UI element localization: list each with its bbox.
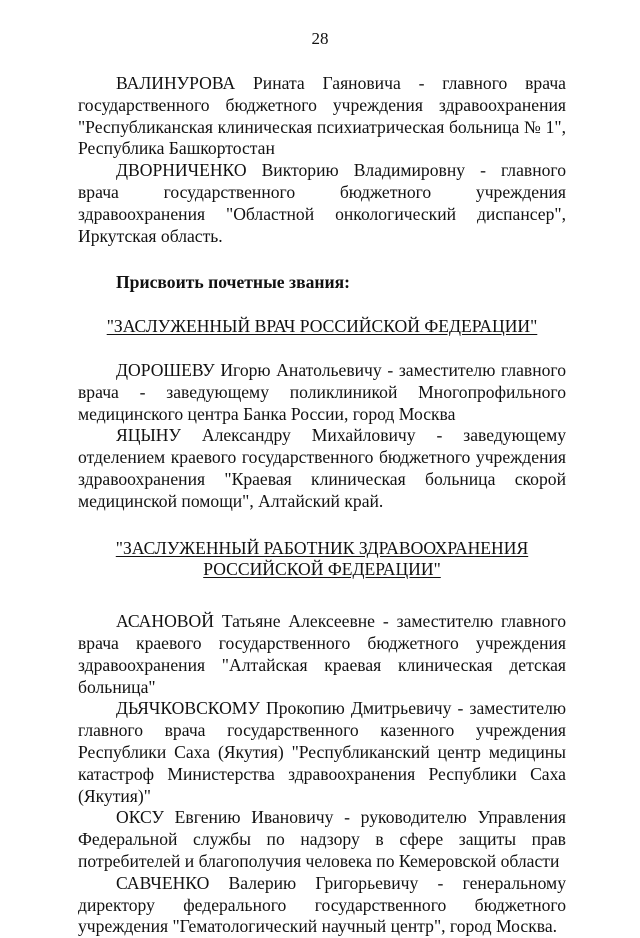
honored-health-worker-title-line1: "ЗАСЛУЖЕННЫЙ РАБОТНИК ЗДРАВООХРАНЕНИЯ: [115, 537, 529, 558]
award-entry-dyachkovsky: ДЬЯЧКОВСКОМУ Прокопию Дмитрьевичу - заместителю главного врача государственного казенного учреждения Республики Саха (Якутия) "Республиканский центр медицины катастроф Министерства здравоохранения Республики Саха (Якутия)": [78, 698, 566, 806]
award-entry-dvornichenko: ДВОРНИЧЕНКО Викторию Владимировну - главного врача государственного бюджетного учреждения здравоохранения "Областной онкологический диспансер", Иркутская область.: [78, 160, 566, 246]
award-entry-doroshev: ДОРОШЕВУ Игорю Анатольевичу - заместителю главного врача - заведующему поликлиникой Многопрофильного медицинского центра Банка России, город Москва: [78, 359, 566, 424]
award-entry-oksa: ОКСУ Евгению Ивановичу - руководителю Управления Федеральной службы по надзору в сфере защиты прав потребителей и благополучия человека по Кемеровской области: [78, 807, 566, 871]
page-number: 28: [311, 29, 329, 48]
honored-health-worker-title-line2: РОССИЙСКОЙ ФЕДЕРАЦИИ": [203, 559, 441, 580]
award-entry-asanova: АСАНОВОЙ Татьяне Алексеевне - заместителю главного врача краевого государственного бюджетного учреждения здравоохранения "Алтайская краевая клиническая детская больница": [78, 611, 566, 697]
award-entry-savchenko: САВЧЕНКО Валерию Григорьевичу - генеральному директору федерального государственного бюджетного учреждения "Гематологический научный центр", город Москва.: [78, 872, 566, 937]
honored-doctor-title: "ЗАСЛУЖЕННЫЙ ВРАЧ РОССИЙСКОЙ ФЕДЕРАЦИИ": [106, 316, 538, 337]
award-entry-valinurov: ВАЛИНУРОВА Рината Гаяновича - главного врача государственного бюджетного учреждения здравоохранения "Республиканская клиническая психиатрическая больница № 1", Республика Башкортостан: [78, 73, 566, 159]
award-entry-yatsyna: ЯЦЫНУ Александру Михайловичу - заведующему отделением краевого государственного бюджетного учреждения здравоохранения "Краевая клиническая больница скорой медицинской помощи", Алтайский край.: [78, 425, 566, 511]
honored-health-worker-title: [78, 538, 566, 582]
document-body: [78, 73, 566, 938]
assign-titles-heading: Присвоить почетные звания:: [116, 272, 351, 293]
